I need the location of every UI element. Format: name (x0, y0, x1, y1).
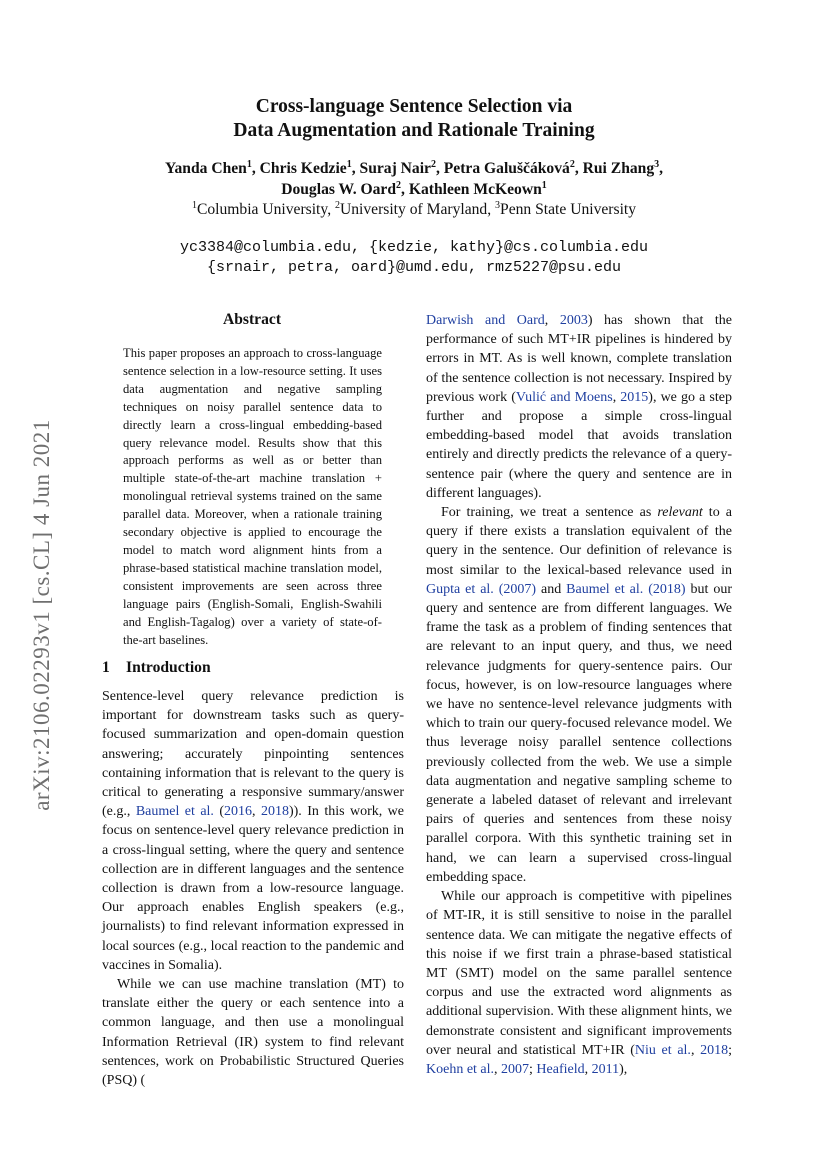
citation-link[interactable]: Baumel et al. (135, 804, 214, 820)
author-name: Kathleen McKeown (408, 181, 542, 198)
citation-link[interactable]: 2011 (591, 1061, 620, 1077)
paragraph-text: and (536, 581, 567, 597)
paragraph-text: , (494, 1061, 502, 1077)
arxiv-identifier-stamp (22, 380, 62, 850)
citation-link[interactable]: 2018 (700, 1042, 729, 1058)
citation-link[interactable]: Darwish and Oard (426, 313, 545, 328)
paragraph-text: ) has shown that the performance of such MT+IR pipelines is hindered by errors in MT. As is well known, complete translation of the sentence collection is not necessary. Inspired by previous work ( (426, 313, 733, 405)
paper-title (100, 95, 728, 143)
paragraph-intro-1 (102, 687, 404, 975)
author-line-1: Yanda Chen$^1$, Chris Kedzie$^1$, Suraj Nair$^2$, Petra Galuščáková$^2$, Rui Zhang$^3$, (164, 158, 664, 177)
paragraph-text: )). In this work, we focus on sentence-level query relevance prediction in a cross-lingual setting, where the query and sentence collection are in different languages and the sentence collection is drawn from a low-resource language. Our approach enables English speakers (e.g., journalists) to find relevant information expressed in local sources (e.g., local reaction to the pandemic and vaccines in Somalia). (102, 804, 404, 973)
paragraph-text: , (612, 389, 621, 405)
paragraph-text: ( (213, 804, 225, 820)
author-name: Chris Kedzie (259, 160, 347, 177)
paragraph-text: , (544, 313, 560, 328)
citation-link[interactable]: Vulić and Moens (515, 389, 613, 405)
citation-link[interactable]: 2018 (260, 804, 289, 820)
author-affiliation-mark: 1 (346, 158, 352, 170)
section-number: 1 (102, 659, 110, 676)
paragraph-text: ; (728, 1042, 732, 1058)
author-name: Rui Zhang (582, 160, 655, 177)
author-name: Suraj Nair (359, 160, 431, 177)
paragraph-text: , (584, 1061, 592, 1077)
affiliation-name: Columbia University (196, 201, 328, 218)
title-line-2: Data Augmentation and Rationale Training (233, 120, 595, 141)
author-name: Petra Galuščáková (443, 160, 570, 177)
paragraph-text: ; (529, 1061, 537, 1077)
author-affiliation-mark: 2 (569, 158, 575, 170)
author-affiliation-mark: 1 (246, 158, 252, 170)
section-heading-introduction (102, 659, 211, 677)
author-line-2: Douglas W. Oard$^2$, Kathleen McKeown$^1$ (281, 179, 547, 198)
paragraph-intro-3 (426, 503, 732, 887)
right-column-body (426, 311, 732, 1079)
emphasis-text: relevant (657, 505, 703, 521)
paragraph-text: ), (619, 1061, 628, 1077)
abstract-heading: Abstract (222, 311, 282, 328)
citation-link[interactable]: 2015 (620, 389, 649, 405)
paragraph-text: , (252, 804, 261, 820)
paragraph-text: ), we go a step further and propose a simple cross-lingual embedding-based model that avoids translation entirely and directly predicts the relevance of a query-sentence pair (where the query and sentence are in different languages). (426, 389, 732, 501)
citation-link[interactable]: 2007 (501, 1061, 530, 1077)
paragraph-intro-2-continued (426, 311, 732, 503)
paragraph-intro-4 (426, 887, 732, 1079)
affiliation-number: 1 (191, 199, 197, 211)
affiliation-number: 3 (495, 199, 501, 211)
citation-link[interactable]: Koehn et al. (426, 1061, 495, 1077)
paragraph-text: While we can use machine translation (MT) to translate either the query or each sentence into a common language, and then use a monolingual Information Retrieval (IR) system to find relevant sentences, work on Probabilistic Structured Queries (PSQ) ( (102, 977, 404, 1089)
email-line-2: {srnair, petra, oard}@umd.edu, rmz5227@psu.edu (206, 259, 622, 276)
paragraph-text: , (690, 1042, 701, 1058)
paragraph-text: While our approach is competitive with pipelines of MT-IR, it is still sensitive to noise in the parallel sentence data. We can mitigate the negative effects of this noise if we first train a phrase-based statistical MT (SMT) model on the same parallel sentence corpus and use the extracted word alignments as additional supervision. With these alignment hints, we demonstrate consistent and significant improvements over neural and statistical MT+IR ( (426, 889, 732, 1058)
author-emails (100, 238, 728, 278)
author-affiliation-mark: 3 (654, 158, 660, 170)
citation-link[interactable]: Heafield (536, 1061, 585, 1077)
affiliation-name: Penn State University (500, 201, 637, 218)
affiliation-number: 2 (334, 199, 340, 211)
affiliation-name: University of Maryland (339, 201, 488, 218)
author-name: Yanda Chen (164, 160, 247, 177)
author-list (100, 158, 728, 200)
paragraph-text: For training, we treat a sentence as (441, 505, 658, 521)
left-column-body (102, 687, 404, 1090)
author-affiliation-mark: 1 (541, 179, 547, 191)
section-title: Introduction (126, 659, 211, 676)
citation-link[interactable]: 2016 (224, 804, 253, 820)
email-line-1: yc3384@columbia.edu, {kedzie, kathy}@cs.columbia.edu (179, 239, 649, 256)
author-affiliation-mark: 2 (396, 179, 402, 191)
arxiv-id-text: arXiv:2106.02293v1 [cs.CL] 4 Jun 2021 (29, 419, 55, 811)
author-affiliation-mark: 2 (430, 158, 436, 170)
citation-link[interactable]: Gupta et al. (2007) (426, 581, 537, 597)
citation-link[interactable]: Baumel et al. (2018) (566, 581, 686, 597)
author-name: Douglas W. Oard (281, 181, 397, 198)
paragraph-text: but our query and sentence are from different languages. We frame the task as a problem of finding sentences that are relevant to an input query, and thus, we need relevance judgments for query-sentence pairs. Our focus, however, is on low-resource languages where we have no sentence-level relevance judgments with which to train our query-focused relevance model. We thus leverage noisy parallel sentence collections previously collected from the web. We use a simple data augmentation and negative sampling scheme to generate a labeled dataset of relevant and irrelevant pairs of queries and sentences from these noisy parallel corpora. With this synthetic training set in hand, we can learn a supervised cross-lingual embedding space. (426, 581, 732, 885)
paragraph-text: to a query if there exists a translation equivalent of the query in the sentence. Our definition of relevance is most similar to the lexical-based relevance used in (426, 505, 732, 578)
affiliations: $^1$Columbia University, $^2$University of Maryland, $^3$Penn State University (191, 199, 637, 218)
citation-link[interactable]: 2003 (559, 313, 588, 328)
paragraph-intro-2 (102, 975, 404, 1090)
citation-link[interactable]: Niu et al. (634, 1042, 691, 1058)
title-line-1: Cross-language Sentence Selection via (255, 96, 573, 117)
abstract-body: This paper proposes an approach to cross-language sentence selection in a low-resource setting. It uses data augmentation and negative sampling techniques on noisy parallel sentence data to directly learn a cross-lingual embedding-based query relevance model. Results show that this approach performs as well as or better than multiple state-of-the-art machine translation + monolingual retrieval systems trained on the same parallel data. Moreover, when a rationale training secondary objective is applied to encourage the model to match word alignment hints from a phrase-based statistical machine translation model, consistent improvements are seen across three language pairs (English-Somali, English-Swahili and English-Tagalog) over a variety of state-of-the-art baselines. (123, 346, 382, 647)
paragraph-text: Sentence-level query relevance prediction is important for downstream tasks such as query-focused summarization and open-domain question answering; accurately pinpointing sentences containing information that is relevant to the query is critical to generating a responsive summary/answer (e.g., (102, 689, 404, 820)
